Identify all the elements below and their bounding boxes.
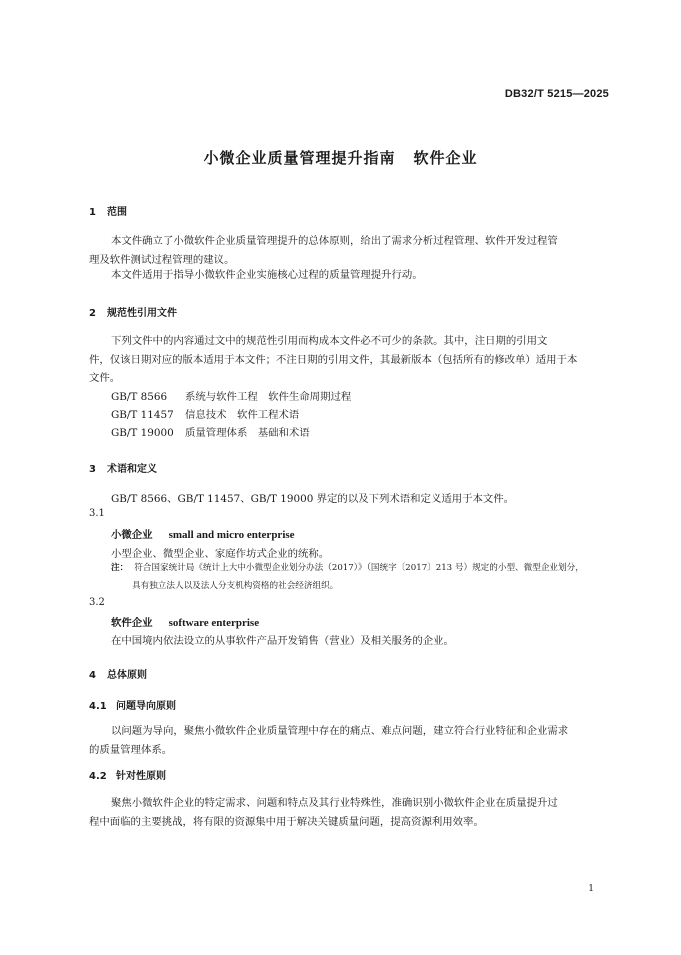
term-note: 注： 符合国家统计局《统计上大中小微型企业划分办法（2017）》（国统字〔2017〕213 号）规定的小型、微型企业划分， 具有独立法人以及法人分支机构资格的社会经济组织。 xyxy=(111,563,584,591)
section-2-paragraph: 下列文件中的内容通过文中的规范性引用而构成本文件必不可少的条款。其中，注日期的引用文 件，仅该日期对应的版本适用于本文件；不注日期的引用文件，其最新版本（包括所有的修改单）适用于本 文件。 xyxy=(89,335,578,384)
reference-item: GB/T 11457 信息技术 软件工程术语 xyxy=(111,409,300,421)
reference-item: GB/T 19000 质量管理体系 基础和术语 xyxy=(111,427,310,439)
section-4-1-heading: 4.1 问题导向原则 xyxy=(89,701,176,712)
term-title: 软件企业 software enterprise xyxy=(111,617,260,629)
section-4-2-paragraph: 聚焦小微软件企业的特定需求、问题和特点及其行业特殊性，准确识别小微软件企业在质量提升过 程中面临的主要挑战，将有限的资源集中用于解决关键质量问题，提高资源利用效率。 xyxy=(89,797,558,828)
section-4-1-paragraph: 以问题为导向，聚焦小微软件企业质量管理中存在的痛点、难点问题，建立符合行业特征和企业需求 的质量管理体系。 xyxy=(89,725,569,756)
section-3-intro: GB/T 8566、GB/T 11457、GB/T 19000 界定的以及下列术语和定义适用于本文件。 xyxy=(111,493,515,505)
section-4-2-heading: 4.2 针对性原则 xyxy=(89,771,166,782)
term-definition: 小型企业、微型企业、家庭作坊式企业的统称。 xyxy=(111,548,330,560)
term-number: 3.1 xyxy=(89,508,105,519)
section-3-heading: 3 术语和定义 xyxy=(89,464,157,475)
section-1-paragraph-1: 本文件确立了小微软件企业质量管理提升的总体原则，给出了需求分析过程管理、软件开发过程管 理及软件测试过程管理的建议。 xyxy=(89,235,558,266)
reference-item: GB/T 8566 系统与软件工程 软件生命周期过程 xyxy=(111,391,352,403)
section-2-heading: 2 规范性引用文件 xyxy=(89,308,177,319)
term-title: 小微企业 small and micro enterprise xyxy=(111,529,295,541)
section-4-heading: 4 总体原则 xyxy=(89,670,147,681)
document-title xyxy=(0,147,681,168)
page-number: 1 xyxy=(588,884,594,894)
term-number: 3.2 xyxy=(89,597,105,608)
title-main: 小微企业质量管理提升指南 xyxy=(203,149,396,167)
section-1-heading: 1 范围 xyxy=(89,207,127,218)
section-1-paragraph-2: 本文件适用于指导小微软件企业实施核心过程的质量管理提升行动。 xyxy=(111,269,423,281)
term-definition: 在中国境内依法设立的从事软件产品开发销售（营业）及相关服务的企业。 xyxy=(111,635,454,647)
title-sub: 软件企业 xyxy=(413,149,478,167)
standard-number: DB32/T 5215—2025 xyxy=(504,88,609,100)
